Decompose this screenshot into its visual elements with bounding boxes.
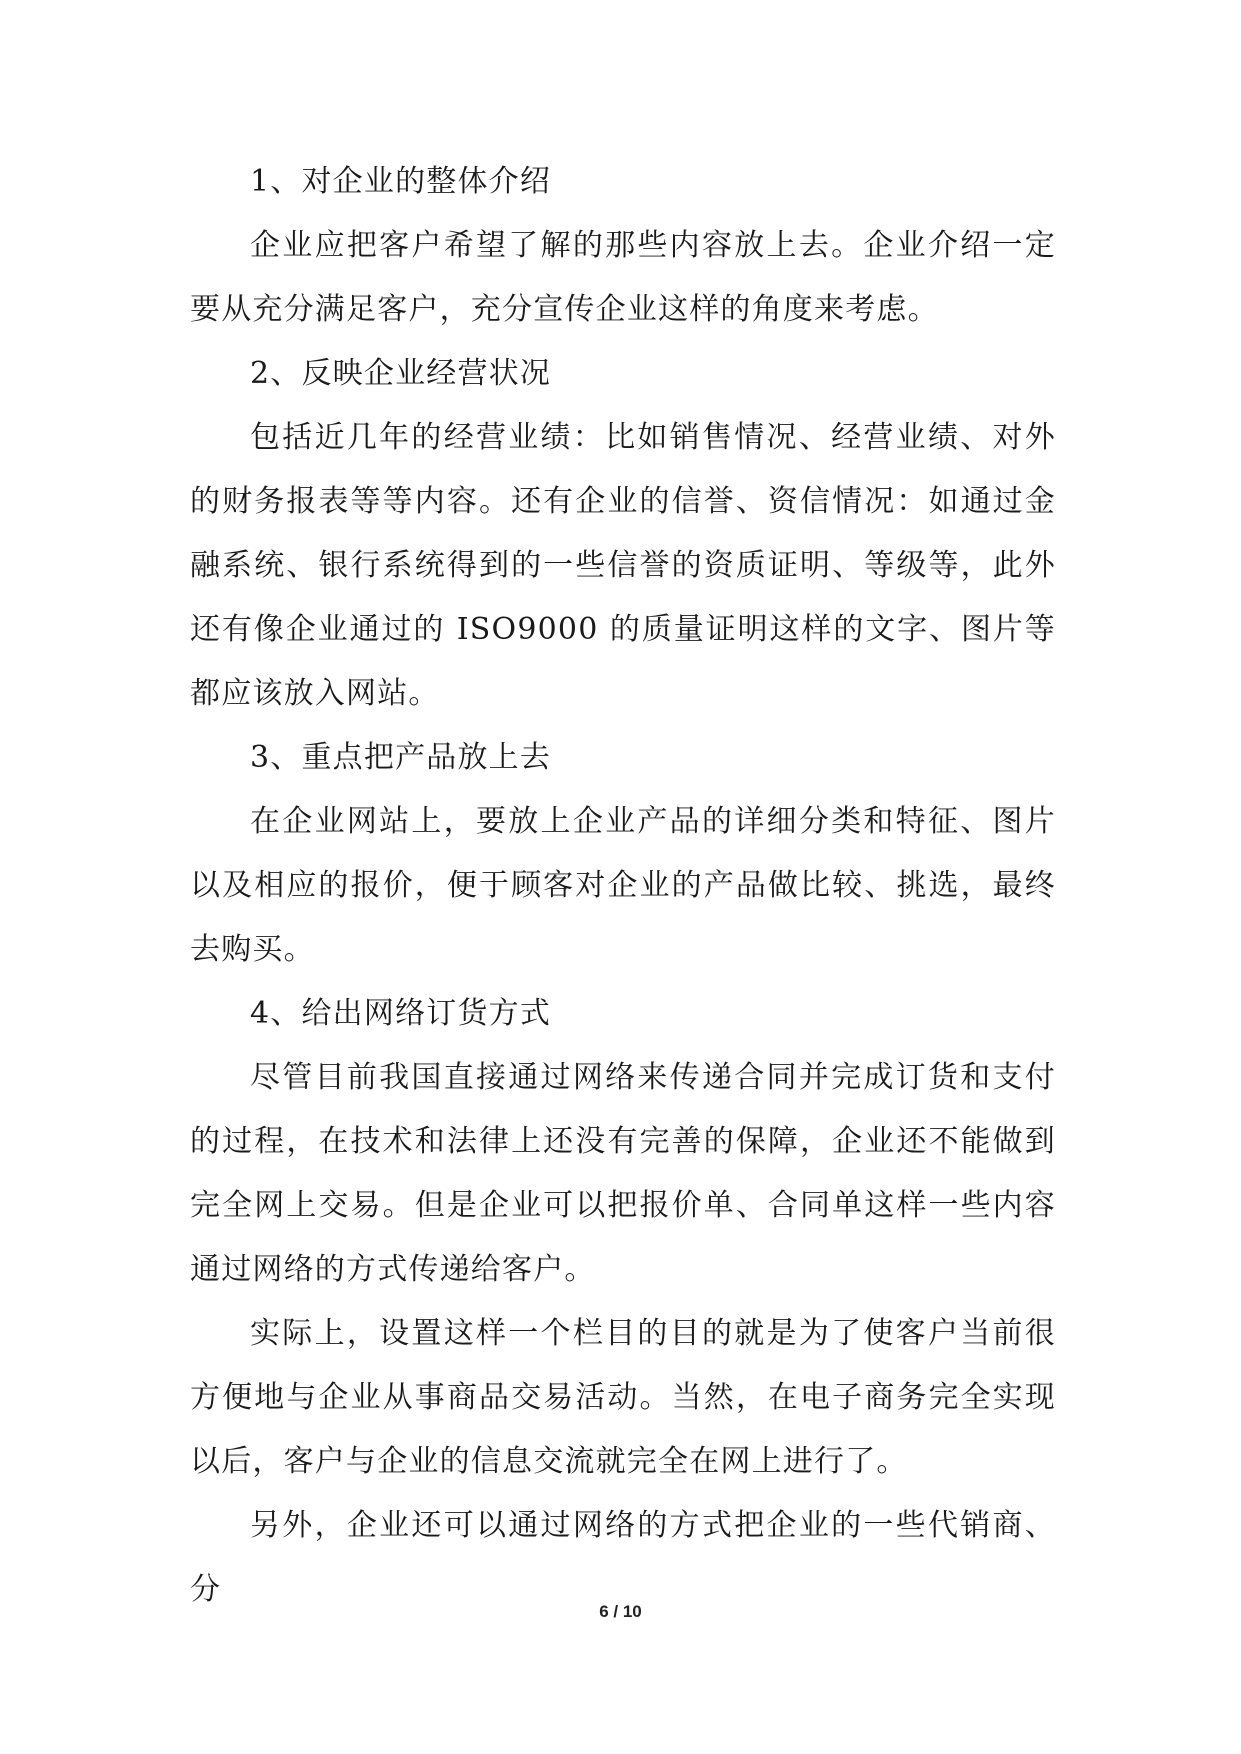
section-heading-1: 1、对企业的整体介绍 <box>250 164 552 199</box>
paragraph: 企业应把客户希望了解的那些内容放上去。企业介绍一定要从充分满足客户，充分宣传企业这样的角度来考虑。 <box>190 228 1056 327</box>
section-heading-3: 3、重点把产品放上去 <box>250 740 552 775</box>
section-heading-2: 2、反映企业经营状况 <box>250 356 552 391</box>
document-body <box>190 150 1056 1622</box>
section-heading-4: 4、给出网络订货方式 <box>250 996 552 1031</box>
paragraph: 在企业网站上，要放上企业产品的详细分类和特征、图片以及相应的报价，便于顾客对企业的产品做比较、挑选，最终去购买。 <box>190 804 1056 967</box>
paragraph: 包括近几年的经营业绩：比如销售情况、经营业绩、对外的财务报表等等内容。还有企业的信誉、资信情况：如通过金融系统、银行系统得到的一些信誉的资质证明、等级等，此外还有像企业通过的 ISO9000 的质量证明这样的文字、图片等都应该放入网站。 <box>190 420 1056 711</box>
paragraph: 尽管目前我国直接通过网络来传递合同并完成订货和支付的过程，在技术和法律上还没有完善的保障，企业还不能做到完全网上交易。但是企业可以把报价单、合同单这样一些内容通过网络的方式传递给客户。 <box>190 1060 1056 1287</box>
paragraph: 另外，企业还可以通过网络的方式把企业的一些代销商、分 <box>190 1508 1056 1607</box>
paragraph: 实际上，设置这样一个栏目的目的就是为了使客户当前很方便地与企业从事商品交易活动。当然，在电子商务完全实现以后，客户与企业的信息交流就完全在网上进行了。 <box>190 1316 1056 1479</box>
page-number: 6 / 10 <box>599 1602 642 1621</box>
